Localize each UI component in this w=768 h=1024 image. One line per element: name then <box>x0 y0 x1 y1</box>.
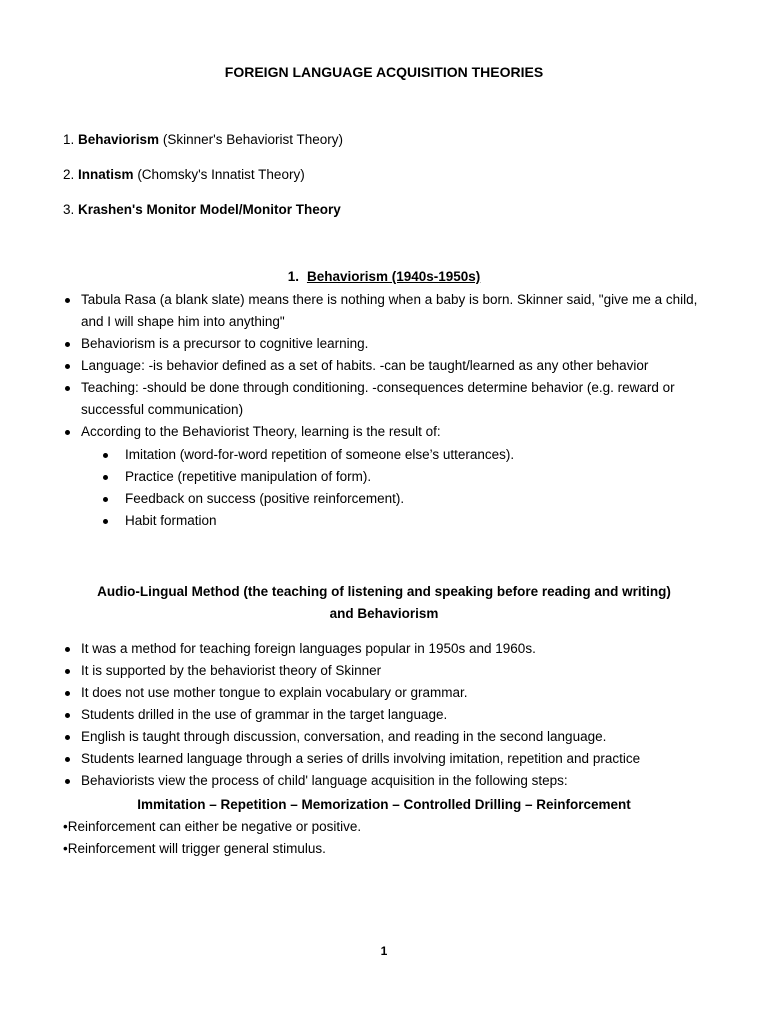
list-item: Behaviorism is a precursor to cognitive learning. <box>63 333 703 355</box>
list-item: According to the Behaviorist Theory, learning is the result of: <box>63 421 703 443</box>
theory-number: 3. <box>63 202 75 217</box>
theory-detail: (Skinner's Behaviorist Theory) <box>162 132 343 147</box>
page-number: 1 <box>380 944 388 958</box>
sub-list-item: Practice (repetitive manipulation of form). <box>63 466 703 488</box>
theory-number: 1. <box>63 132 75 147</box>
theory-item <box>63 199 343 234</box>
theory-item <box>63 129 343 164</box>
theory-name: Innatism <box>78 167 134 182</box>
reinforcement-notes <box>63 816 361 860</box>
sub-list-item: Imitation (word-for-word repetition of someone else’s utterances). <box>63 444 703 466</box>
list-item: It is supported by the behaviorist theory of Skinner <box>63 660 703 682</box>
audio-heading-lead: Audio-Lingual Method ( <box>97 584 248 599</box>
list-item: It was a method for teaching foreign languages popular in 1950s and 1960s. <box>63 638 703 660</box>
behaviorism-bullets <box>63 289 703 443</box>
list-item: Language: -is behavior defined as a set of habits. -can be taught/learned as any other behavior <box>63 355 703 377</box>
audio-heading-rest: the teaching of listening and speaking before reading and writing) and Behaviorism <box>247 584 671 621</box>
note-line: • Reinforcement can either be negative or positive. <box>63 816 361 838</box>
section-title: Behaviorism (1940s-1950s) <box>306 269 481 284</box>
list-item: Tabula Rasa (a blank slate) means there is nothing when a baby is born. Skinner said, "give me a child, and I will shape him into anything" <box>63 289 703 333</box>
audio-lingual-heading <box>84 581 684 625</box>
list-item: Teaching: -should be done through conditioning. -consequences determine behavior (e.g. reward or successful communication) <box>63 377 703 421</box>
theory-detail: (Chomsky's Innatist Theory) <box>137 167 305 182</box>
note-line: • Reinforcement will trigger general stimulus. <box>63 838 361 860</box>
list-item: It does not use mother tongue to explain vocabulary or grammar. <box>63 682 703 704</box>
section-heading-behaviorism <box>0 266 768 288</box>
theory-number: 2. <box>63 167 75 182</box>
sub-list-item: Feedback on success (positive reinforcement). <box>63 488 703 510</box>
list-item: Behaviorists view the process of child' language acquisition in the following steps: <box>63 770 703 792</box>
list-item: Students drilled in the use of grammar in the target language. <box>63 704 703 726</box>
document-title: FOREIGN LANGUAGE ACQUISITION THEORIES <box>224 64 544 80</box>
sub-list-item: Habit formation <box>63 510 703 532</box>
theory-name: Krashen's Monitor Model/Monitor Theory <box>78 202 341 217</box>
acquisition-steps: Immitation – Repetition – Memorization – Controlled Drilling – Reinforcement <box>137 797 631 812</box>
list-item: English is taught through discussion, conversation, and reading in the second language. <box>63 726 703 748</box>
audio-lingual-bullets <box>63 638 703 792</box>
theory-name: Behaviorism <box>78 132 160 147</box>
theories-list <box>63 129 343 234</box>
theory-item <box>63 164 343 199</box>
list-item: Students learned language through a series of drills involving imitation, repetition and practice <box>63 748 703 770</box>
learning-result-subbullets <box>63 444 703 532</box>
section-number: 1. <box>287 269 299 284</box>
